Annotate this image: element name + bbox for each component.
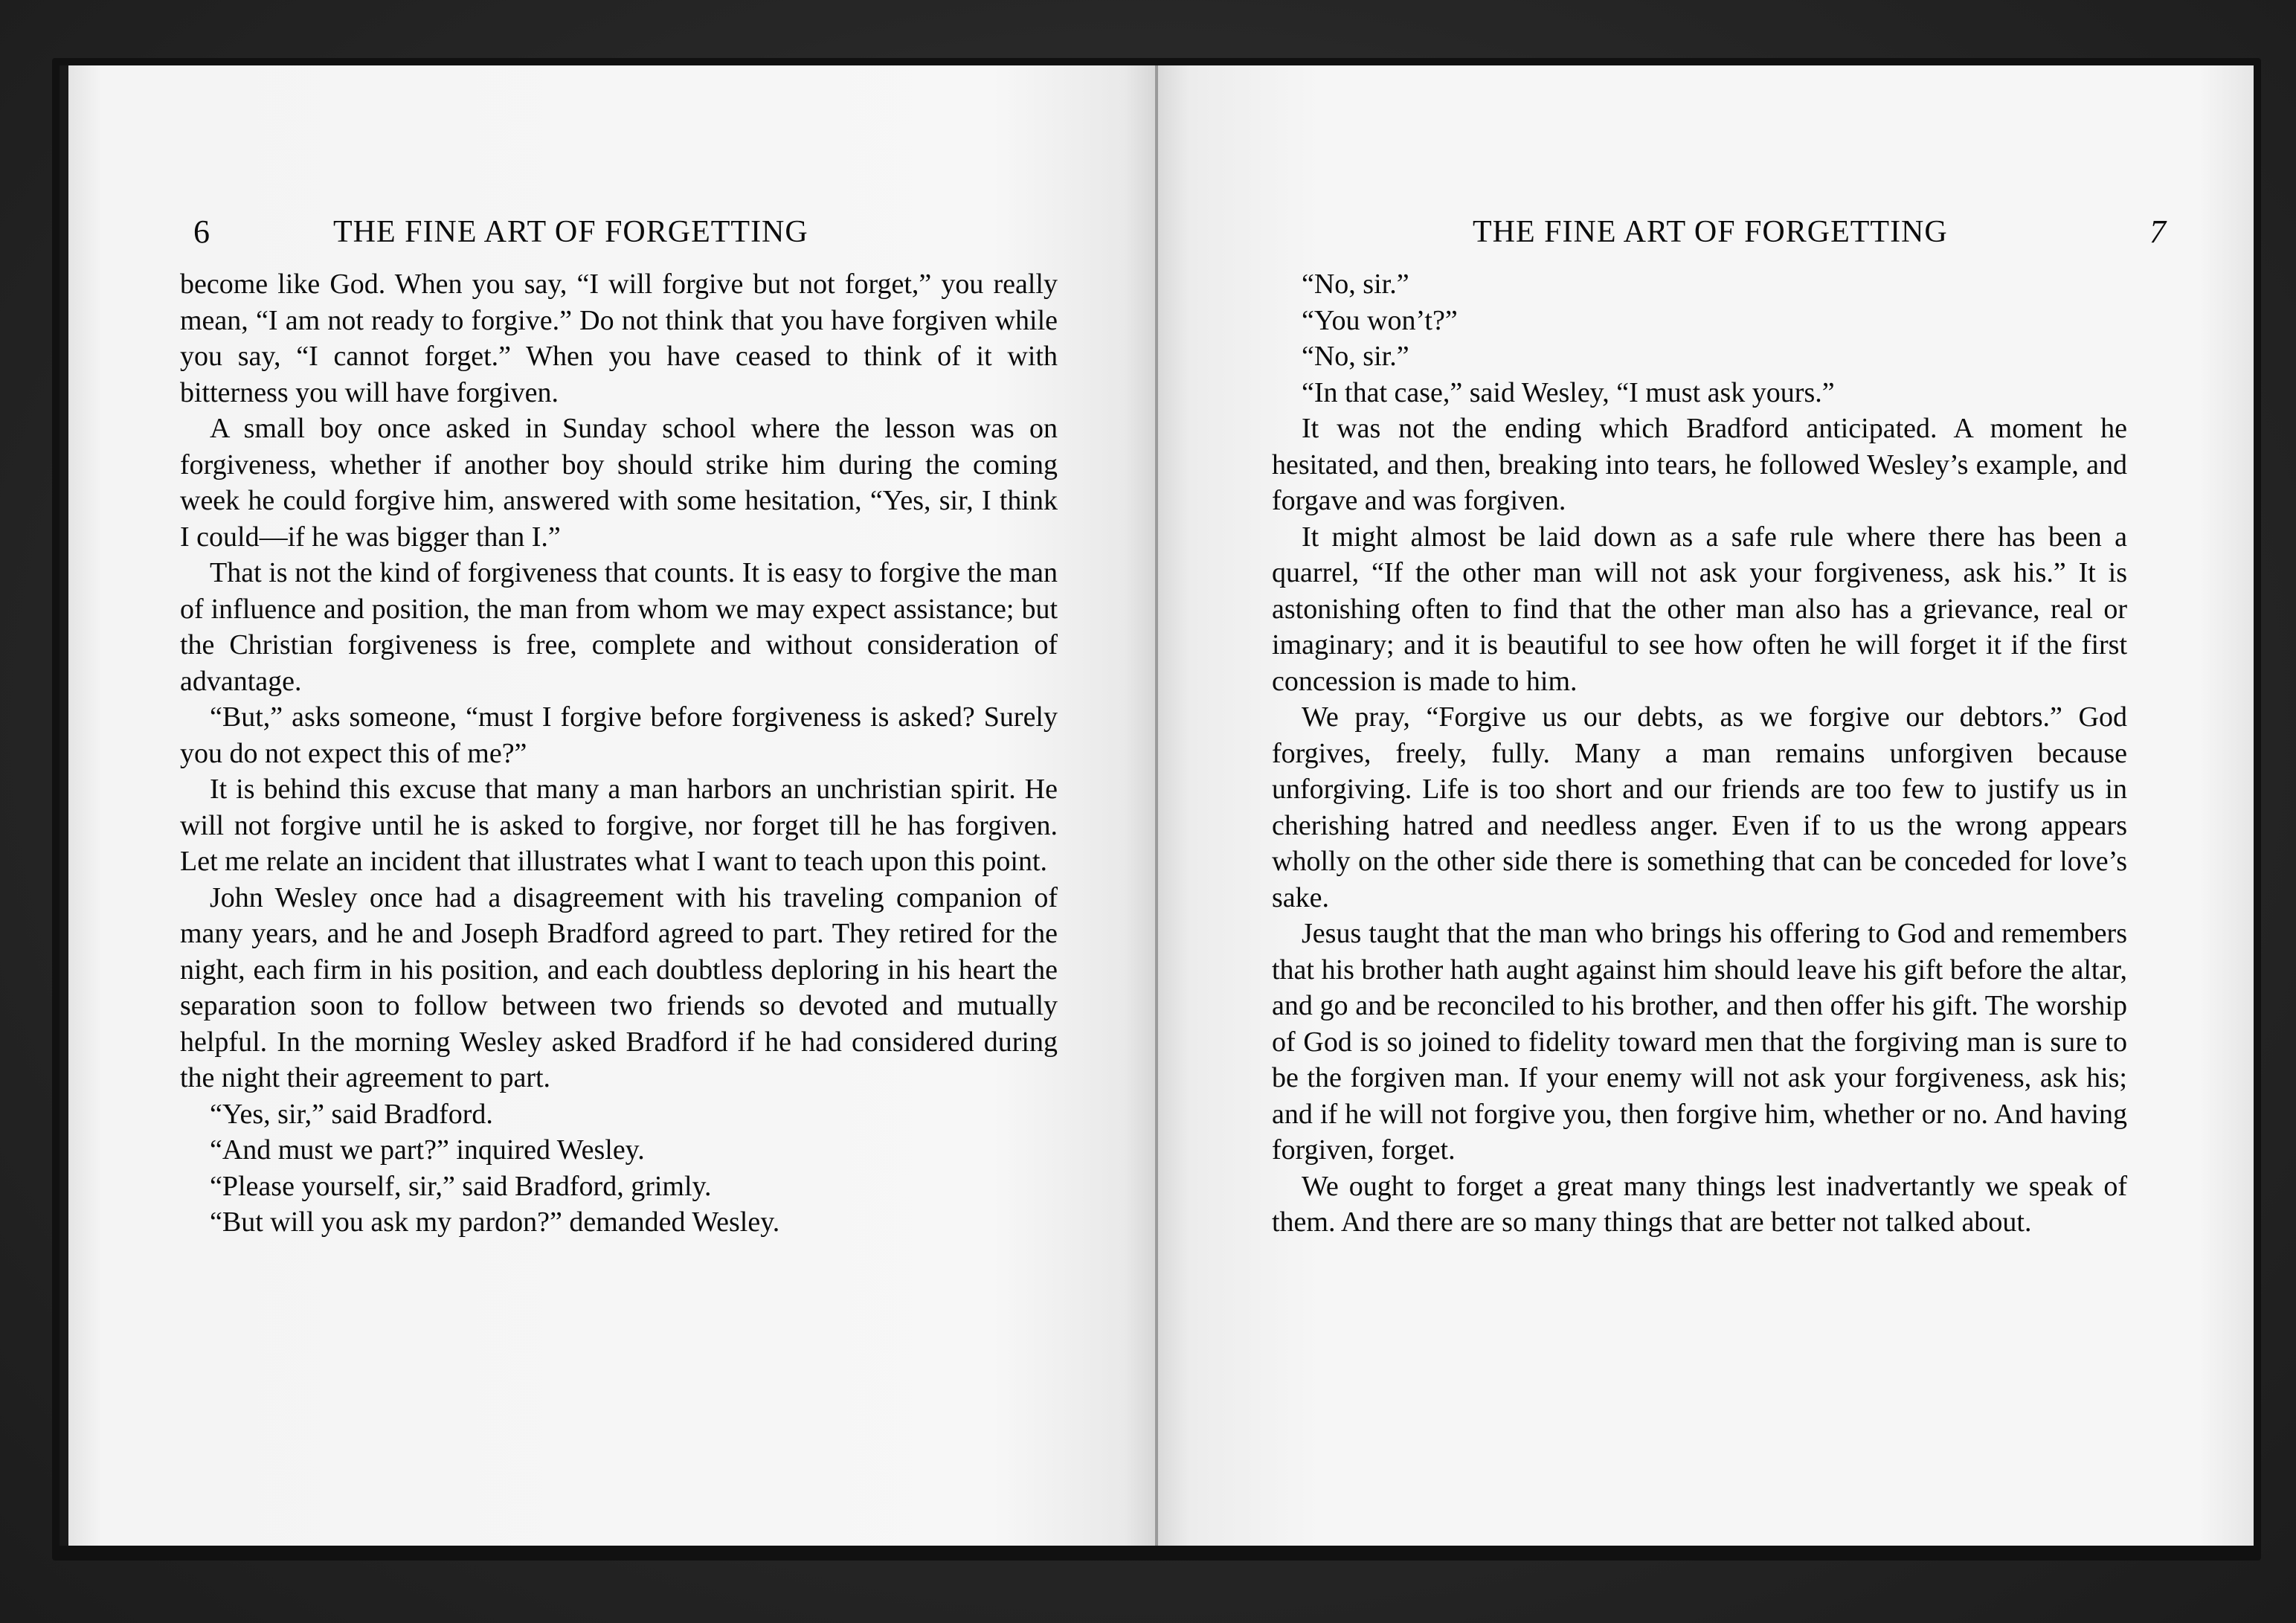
paragraph: It might almost be laid down as a safe rule where there has been a quarrel, “If the other man will not ask your forgiveness, ask his.” It is astonishing often to find that the other man also has a grievance, real or imaginary; and it is beautiful to see how often he will forget it if the first concession is made to him. — [1272, 521, 2127, 697]
open-book — [60, 65, 2254, 1546]
paragraph: Jesus taught that the man who brings his offering to God and remembers that his brother hath aught against him should leave his gift before the altar, and go and be reconciled to his brother, and then offer his gift. The worship of God is so joined to fidelity toward men that the forgiving man is sure to be the forgiven man. If your enemy will not ask your forgiveness, ask his; and if he will not forgive you, then forgive him, whether or no. And having forgiven, forget. — [1272, 918, 2127, 1166]
paragraph: We pray, “Forgive us our debts, as we forgive our debtors.” God forgives, freely, fully. Many a man remains unforgiven because unforgiving. Life is too short and our friends are too few to justify us in cherishing hatred and needless anger. Even if to us the wrong appears wholly on the other side there is something that can be conceded for love’s sake. — [1272, 701, 2127, 913]
running-head: THE FINE ART OF FORGETTING — [1473, 215, 1948, 249]
paragraph: “In that case,” said Wesley, “I must ask yours.” — [1302, 376, 1835, 408]
paragraph: “No, sir.” — [1302, 341, 1409, 372]
paragraph: become like God. When you say, “I will forgive but not forget,” you really mean, “I am not ready to forgive.” Do not think that you have forgiven while you say, “I cannot forget.” When you have ceased to think of it with bitterness you will have forgiven. — [180, 269, 1058, 408]
paragraph: “Please yourself, sir,” said Bradford, grimly. — [210, 1170, 712, 1202]
paragraph: We ought to forget a great many things lest inadvertantly we speak of them. And there are so many things that are better not talked about. — [1272, 1170, 2127, 1238]
left-page — [60, 65, 1157, 1546]
paragraph: A small boy once asked in Sunday school where the lesson was on forgiveness, whether if another boy should strike him during the coming week he could forgive him, answered with some hesitation, “Yes, sir, I think I could—if he was bigger than I.” — [180, 413, 1058, 553]
paragraph: “Yes, sir,” said Bradford. — [210, 1098, 493, 1130]
paragraph: “You won’t?” — [1302, 304, 1458, 336]
paragraph: It is behind this excuse that many a man harbors an unchristian spirit. He will not forgive until he is asked to forgive, nor forget till he has forgiven. Let me relate an incident that illustrates what I want to teach upon this point. — [180, 774, 1058, 877]
paragraph: “And must we part?” inquired Wesley. — [210, 1134, 645, 1166]
book-gutter — [1155, 65, 1158, 1546]
paragraph: “But,” asks someone, “must I forgive before forgiveness is asked? Surely you do not expect this of me?” — [180, 701, 1058, 769]
paragraph: It was not the ending which Bradford anticipated. A moment he hesitated, and then, breaking into tears, he followed Wesley’s example, and forgave and was forgiven. — [1272, 413, 2127, 516]
right-page — [1157, 65, 2254, 1546]
paragraph: John Wesley once had a disagreement with his traveling companion of many years, and he and Joseph Bradford agreed to part. They retired for the night, each firm in his position, and each doubtless deploring in his heart the separation soon to follow between two friends so devoted and mutually helpful. In the morning Wesley asked Bradford if he had considered during the night their agreement to part. — [180, 881, 1058, 1093]
paragraph: “But will you ask my pardon?” demanded Wesley. — [210, 1206, 780, 1238]
body-text — [180, 266, 1058, 1241]
paragraph: “No, sir.” — [1302, 269, 1409, 300]
paragraph: That is not the kind of forgiveness that counts. It is easy to forgive the man of influence and position, the man from whom we may expect assistance; but the Christian forgiveness is free, complete and without consideration of advantage. — [180, 557, 1058, 697]
running-head: THE FINE ART OF FORGETTING — [333, 215, 808, 249]
body-text — [1272, 266, 2127, 1241]
page-number: 6 — [193, 213, 210, 250]
page-number: 7 — [2149, 213, 2166, 250]
